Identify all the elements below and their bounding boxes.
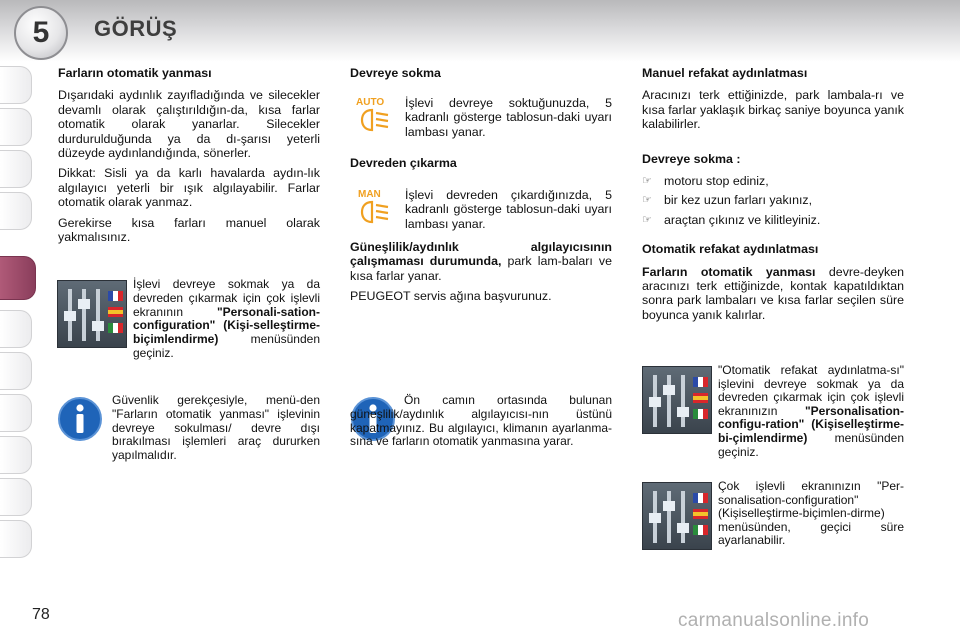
- chapter-tab[interactable]: [0, 520, 32, 558]
- section-heading: Manuel refakat aydınlatması: [642, 66, 808, 80]
- sliders-icon: [58, 281, 126, 347]
- chapter-tab[interactable]: [0, 310, 32, 348]
- note-text: İşlevi devreye sokmak ya da devreden çıkarmak için çok işlevli ekranının: [133, 277, 320, 319]
- bullet-marker: ☞: [642, 213, 652, 226]
- bullet-marker: ☞: [642, 194, 652, 207]
- follow-me-personalisation-note: [718, 364, 904, 465]
- chapter-tab[interactable]: [0, 66, 32, 104]
- chapter-tab[interactable]: [0, 108, 32, 146]
- column-left: [58, 66, 320, 250]
- column-right: [642, 66, 904, 328]
- paragraph: Dikkat: Sisli ya da karlı havalarda aydın-lık algılayıcı yeterli bir ışık algılayabilir. Farlar otomatik olarak yanmaz.: [58, 166, 320, 210]
- note-text: Ön camın ortasında bulunan güneşlilik/aydınlık algılayıcısı-nın üstünü kapatmayınız. Bu algılayıcı, klimanın ayarlanma-sına ve farların otomatik yanmasına yarar.: [350, 393, 612, 449]
- chapter-tab[interactable]: [0, 150, 32, 188]
- chapter-number: 5: [32, 16, 50, 49]
- note-text: Güvenlik gerekçesiyle, menü-den "Farların otomatik yanması" işlevinin devreye sokulması/ devre dışı bırakılması işlemleri araç dururken yapılmalıdır.: [112, 393, 320, 463]
- note-text: menüsünden geçiniz.: [718, 430, 904, 459]
- list-item: ☞ motoru stop ediniz,: [642, 174, 769, 189]
- sliders-icon: [643, 367, 711, 433]
- sensor-failure-section: [350, 240, 612, 310]
- page-number: 78: [32, 606, 50, 623]
- paragraph: Aracınızı terk ettiğinizde, park lambala-rı ve kısa farlar yaklaşık birkaç saniye boyunca yanık kalabilirler.: [642, 88, 904, 132]
- list-item: ☞ bir kez uzun farları yakınız,: [642, 193, 813, 208]
- section-heading: Devreden çıkarma: [350, 156, 457, 170]
- note-text: "Otomatik refakat aydınlatma-sı" işlevini devreye sokmak ya da devreden çıkarmak için çok işlevli ekranınızın: [718, 363, 904, 418]
- chapter-number-badge: [14, 6, 68, 60]
- sensor-note: [350, 394, 612, 455]
- note-text: menüsünden geçiniz.: [133, 332, 320, 360]
- personalisation-note: [133, 278, 320, 367]
- personalisation-settings-icon: [57, 280, 127, 348]
- chapter-title: GÖRÜŞ: [94, 16, 178, 41]
- sliders-icon: [643, 483, 711, 549]
- bold-lead: Güneşlilik/aydınlık algılayıcısının çalışmaması durumunda,: [350, 240, 612, 269]
- watermark: carmanualsonline.info: [678, 610, 870, 631]
- menu-name: "Personalisation-configu-ration" (Kişiselleştirme-bi-çimlendirme): [718, 403, 904, 445]
- paragraph: Dışarıdaki aydınlık zayıfladığında ve silecekler devamlı olarak çalıştırıldığın-da, kısa farlar otomatik olarak yanarlar. Silecekler durdurulduğunda ya da dı-şarısı yeterli düzeyde aydınlandığında, sönerler.: [58, 88, 320, 161]
- chapter-tabs: [0, 66, 36, 576]
- chapter-tab[interactable]: [0, 478, 32, 516]
- chapter-tab[interactable]: [0, 192, 32, 230]
- personalisation-settings-icon: [642, 366, 712, 434]
- paragraph: İşlevi devreye soktuğunuzda, 5 kadranlı gösterge tablosun-daki uyarı lambası yanar.: [405, 96, 612, 139]
- bullet-marker: ☞: [642, 175, 652, 188]
- paragraph-rest: devre-deyken aracınızı terk ettiğinizde, kontak kapatıldıktan sonra park lambaları ve kısa farlar seçilen süre boyunca yanık kalırlar.: [642, 264, 904, 322]
- section-heading: Farların otomatik yanması: [58, 66, 212, 80]
- manual-headlamp-warning-icon: [352, 186, 396, 228]
- deactivation-section: [350, 156, 612, 178]
- info-icon: [57, 396, 103, 442]
- svg-text:AUTO: AUTO: [356, 97, 385, 108]
- svg-text:MAN: MAN: [358, 189, 381, 200]
- menu-name: "Personali-sation-configuration" (Kişi-selleştirme-biçimlendirme): [133, 304, 320, 347]
- paragraph-rest: park lam-baları ve kısa farlar yanar.: [350, 254, 612, 283]
- chapter-tab[interactable]: [0, 394, 32, 432]
- note-text: Çok işlevli ekranınızın "Per-sonalisation-configuration" (Kişiselleştirme-biçimlen-dirme) menüsünden, geçici süre ayarlanabilir.: [718, 479, 904, 548]
- activation-text: [405, 96, 612, 145]
- personalisation-settings-icon: [642, 482, 712, 550]
- safety-note: [112, 394, 320, 469]
- section-heading: Otomatik refakat aydınlatması: [642, 242, 819, 257]
- chapter-tab-active[interactable]: [0, 256, 36, 300]
- chapter-tab[interactable]: [0, 436, 32, 474]
- auto-headlamp-warning-icon: [352, 94, 396, 136]
- section-heading: Devreye sokma :: [642, 151, 741, 166]
- column-middle: [350, 66, 612, 88]
- chapter-tab[interactable]: [0, 352, 32, 390]
- paragraph: PEUGEOT servis ağına başvurunuz.: [350, 289, 552, 304]
- list-item: ☞ araçtan çıkınız ve kilitleyiniz.: [642, 212, 821, 227]
- paragraph: Gerekirse kısa farları manuel olarak yakmalısınız.: [58, 215, 320, 245]
- duration-note: [718, 480, 904, 554]
- section-heading: Devreye sokma: [350, 66, 441, 80]
- deactivation-text: [405, 188, 612, 237]
- paragraph: İşlevi devreden çıkardığınızda, 5 kadranlı gösterge tablosun-daki uyarı lambası yanar.: [405, 188, 612, 231]
- bold-lead: Farların otomatik yanması: [642, 264, 816, 279]
